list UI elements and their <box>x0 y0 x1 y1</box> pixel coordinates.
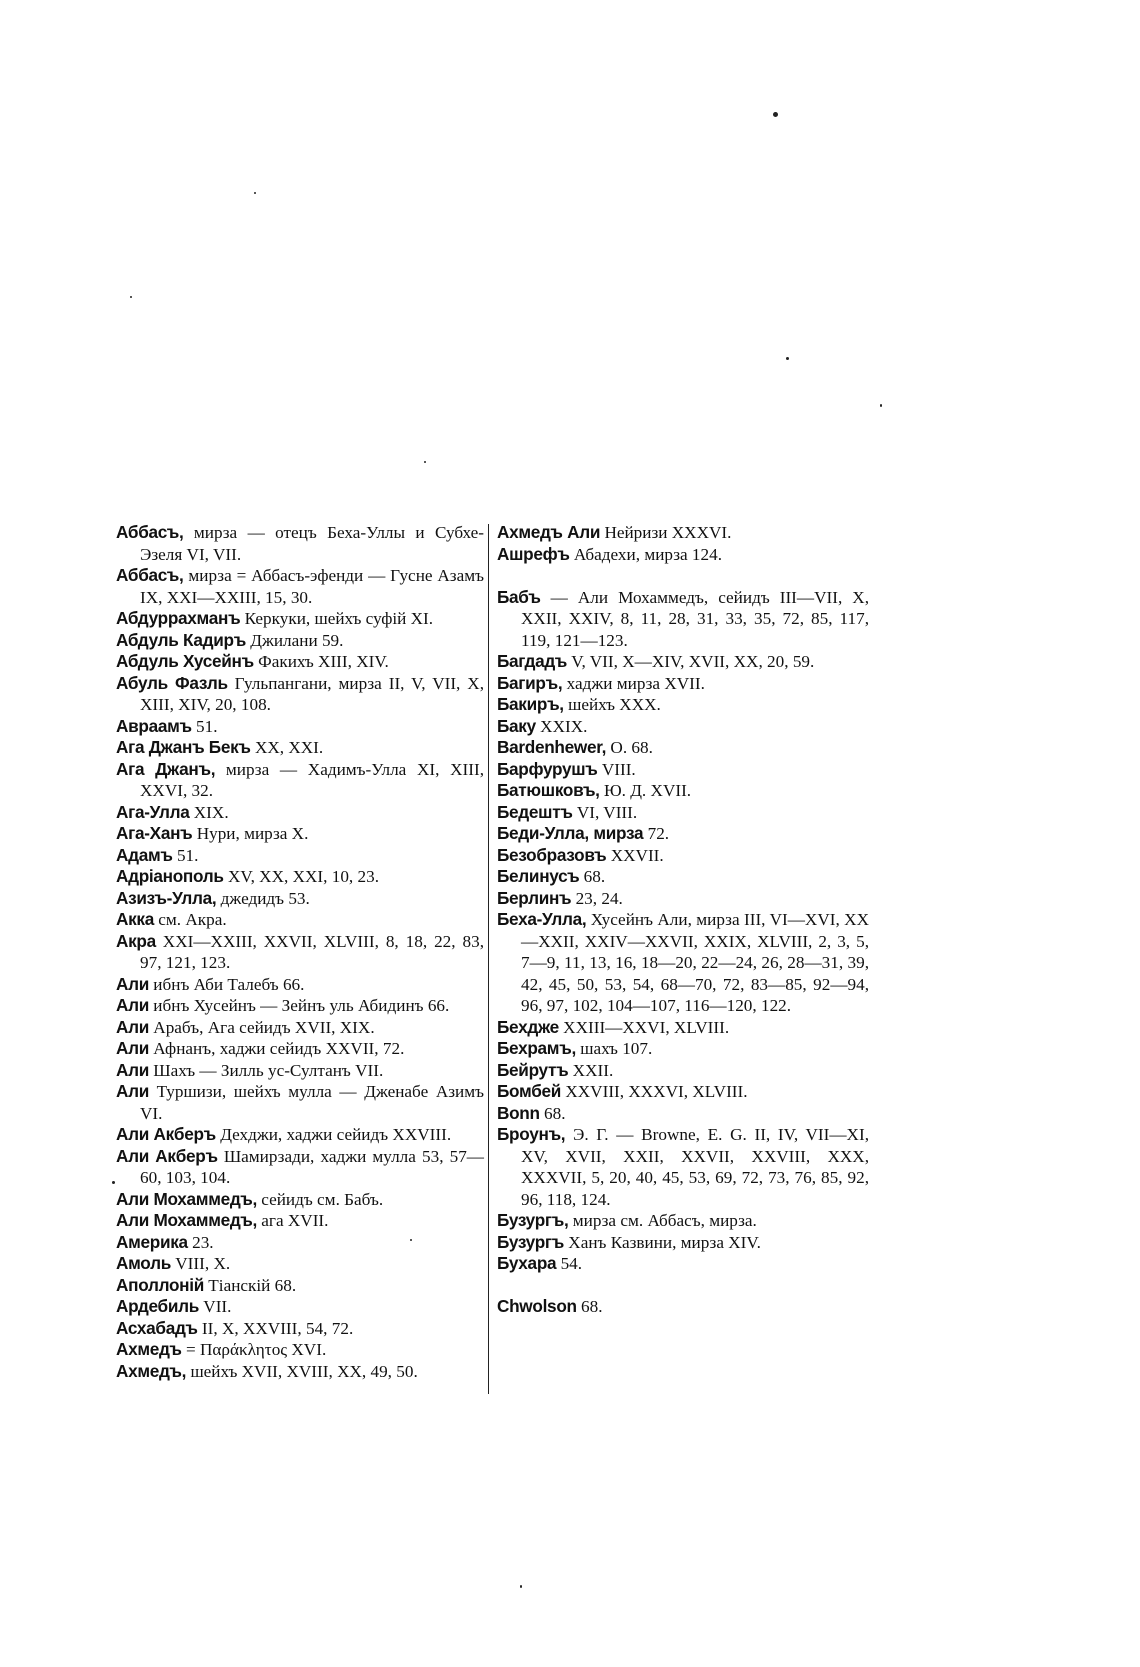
index-entry <box>497 1253 869 1275</box>
scan-speck <box>773 112 778 117</box>
index-entry <box>497 823 869 845</box>
index-headword: Бедештъ <box>497 801 573 822</box>
index-entry <box>116 1296 484 1318</box>
index-entry <box>116 823 484 845</box>
index-headword: Бакиръ, <box>497 694 564 714</box>
index-headword: Ахмедъ <box>116 1339 182 1359</box>
index-entry <box>497 909 869 1017</box>
index-references: 68. <box>539 1103 566 1123</box>
index-references: мирза — отецъ Беха-Уллы и Субхе-Эзеля VI, VII. <box>140 523 484 564</box>
index-references: V, VII, X—XIV, XVII, XX, 20, 59. <box>567 652 815 671</box>
index-headword: Аполлоній <box>116 1274 204 1295</box>
index-headword: Авраамъ <box>116 715 192 736</box>
index-headword: Али <box>116 995 149 1015</box>
index-entry <box>116 522 484 565</box>
scan-speck <box>786 357 789 360</box>
index-references: XX, XXI. <box>250 738 324 757</box>
index-references: 23, 24. <box>571 888 623 908</box>
index-headword: Ага Джанъ, <box>116 758 216 779</box>
index-headword: Бузургъ, <box>497 1210 569 1230</box>
index-entry <box>497 522 869 544</box>
index-headword: Багдадъ <box>497 651 567 671</box>
index-entry <box>497 1296 869 1318</box>
index-headword: Ага Джанъ Бекъ <box>116 737 251 757</box>
index-references: Шамирзади, хаджи мулла 53, 57—60, 103, 104. <box>140 1146 484 1187</box>
index-references: XXI—XXIII, XXVII, XLVIII, 8, 18, 22, 83, 97, 121, 123. <box>140 931 484 972</box>
index-references: Ю. Д. XVII. <box>599 781 692 800</box>
index-entry <box>116 995 484 1017</box>
index-entry <box>116 716 484 738</box>
index-entry <box>116 1361 484 1383</box>
index-headword: Али Мохаммедъ, <box>116 1210 257 1230</box>
index-entry <box>497 888 869 910</box>
index-references: 51. <box>172 845 199 865</box>
index-headword: Азизъ-Улла, <box>116 887 217 908</box>
index-entry <box>116 1318 484 1340</box>
index-entry <box>497 1060 869 1082</box>
index-references: шейхъ XXX. <box>563 695 661 714</box>
index-references: XXVIII, XXXVI, XLVIII. <box>561 1082 748 1101</box>
index-headword: Аббасъ, <box>116 522 184 542</box>
index-headword: Беди-Улла, мирза <box>497 823 644 843</box>
scan-speck <box>254 192 256 194</box>
index-entry <box>497 1232 869 1254</box>
index-headword: Али Мохаммедъ, <box>116 1188 257 1209</box>
index-entry <box>116 1146 484 1189</box>
index-entry <box>497 802 869 824</box>
index-references: XXIX. <box>535 716 588 736</box>
index-headword: Bardenhewer, <box>497 737 607 757</box>
index-entry <box>116 1124 484 1146</box>
index-references: ибнъ Аби Талебъ 66. <box>149 974 305 994</box>
scan-speck <box>520 1585 522 1588</box>
index-headword: Али <box>116 1038 149 1058</box>
index-entry <box>116 759 484 802</box>
index-headword: Адамъ <box>116 844 173 865</box>
index-references: Факихъ XIII, XIV. <box>253 652 389 671</box>
index-headword: Бомбей <box>497 1081 562 1101</box>
index-headword: Баку <box>497 715 536 736</box>
index-entry <box>116 802 484 824</box>
index-entry <box>497 716 869 738</box>
index-headword: Адріанополь <box>116 866 224 886</box>
index-references: мирза — Хадимъ-Улла XI, XIII, XXVI, 32. <box>140 759 484 800</box>
index-references: сейидъ см. Бабъ. <box>256 1189 384 1209</box>
index-headword: Али Акберъ <box>116 1145 218 1166</box>
index-headword: Бейрутъ <box>497 1059 569 1080</box>
index-references: XXII. <box>568 1060 614 1080</box>
index-entry <box>497 587 869 652</box>
index-headword: Абдуррахманъ <box>116 608 241 628</box>
index-entry <box>116 630 484 652</box>
index-entry <box>497 1081 869 1103</box>
index-references: VIII, X. <box>170 1254 231 1273</box>
index-references: Арабъ, Ага сейидъ XVII, XIX. <box>149 1017 375 1037</box>
index-headword: Bonn <box>497 1102 540 1123</box>
index-headword: Бехдже <box>497 1016 559 1037</box>
index-references: 23. <box>187 1232 214 1252</box>
index-references: II, X, XXVIII, 54, 72. <box>197 1318 354 1338</box>
index-headword: Али <box>116 1059 149 1080</box>
index-references: шейхъ XVII, XVIII, XX, 49, 50. <box>186 1361 418 1381</box>
index-references: VI, VIII. <box>572 802 638 822</box>
index-references: Джилани 59. <box>245 630 344 650</box>
index-entry <box>497 1210 869 1232</box>
index-references: мирза = Аббасъ-эфенди — Гусне Азамъ IX, XXI—XXIII, 15, 30. <box>140 566 484 607</box>
index-references: см. Акра. <box>153 910 227 929</box>
index-entry <box>116 565 484 608</box>
index-headword: Америка <box>116 1231 188 1252</box>
index-references: мирза см. Аббасъ, мирза. <box>568 1211 757 1230</box>
index-entry <box>497 544 869 566</box>
index-entry <box>116 931 484 974</box>
scan-speck <box>112 1181 115 1184</box>
index-references: шахъ 107. <box>575 1039 653 1058</box>
index-entry <box>497 1038 869 1060</box>
index-entry <box>116 673 484 716</box>
index-headword: Ашрефъ <box>497 543 570 564</box>
index-entry <box>497 1124 869 1210</box>
column-divider <box>488 524 489 1394</box>
index-headword: Абдуль Кадиръ <box>116 629 246 650</box>
index-references: Тіанскій 68. <box>204 1275 297 1295</box>
index-entry <box>116 1253 484 1275</box>
index-headword: Асхабадъ <box>116 1317 198 1338</box>
index-entry <box>497 866 869 888</box>
index-left-column <box>116 522 484 1382</box>
index-entry <box>116 1038 484 1060</box>
index-entry <box>116 737 484 759</box>
index-headword: Бабъ <box>497 586 541 607</box>
index-references: — Али Мохаммедъ, сейидъ III—VII, X, XXII, XXIV, 8, 11, 28, 31, 33, 35, 72, 85, 117, 119, 121—123. <box>521 587 869 650</box>
index-headword: Барфурушъ <box>497 758 598 779</box>
index-references: Э. Г. — Browne, E. G. II, IV, VII—XI, XV, XVII, XXII, XXVII, XXVIII, XXX, XXXVII, 5, 20, 40, 45, 53, 69, 72, 73, 76, 85, 92, 96, 118, 124. <box>521 1125 869 1209</box>
index-headword: Абуль Фазль <box>116 672 228 693</box>
index-entry <box>497 780 869 802</box>
index-references: 68. <box>576 1297 603 1316</box>
index-entry <box>497 1017 869 1039</box>
index-references: 68. <box>579 867 606 886</box>
index-headword: Бехрамъ, <box>497 1038 576 1058</box>
index-headword: Али Акберъ <box>116 1124 216 1144</box>
index-headword: Амоль <box>116 1253 171 1273</box>
index-references: Афнанъ, хаджи сейидъ XXVII, 72. <box>149 1039 405 1058</box>
index-headword: Ага-Улла <box>116 801 190 822</box>
index-headword: Али <box>116 973 149 994</box>
index-references: джедидъ 53. <box>216 888 310 908</box>
index-headword: Ардебиль <box>116 1296 199 1316</box>
index-entry <box>497 737 869 759</box>
index-headword: Ахмедъ Али <box>497 522 601 542</box>
index-headword: Али <box>116 1016 149 1037</box>
index-headword: Абдуль Хусейнъ <box>116 651 254 671</box>
index-references: Ханъ Казвини, мирза XIV. <box>564 1232 761 1252</box>
index-entry <box>116 1189 484 1211</box>
index-entry <box>116 1275 484 1297</box>
index-references: Нури, мирза X. <box>192 824 309 843</box>
index-references: ага XVII. <box>256 1211 329 1230</box>
index-headword: Chwolson <box>497 1296 577 1316</box>
index-headword: Ага-Ханъ <box>116 823 193 843</box>
index-entry <box>497 1103 869 1125</box>
index-entry <box>116 1232 484 1254</box>
index-entry <box>497 651 869 673</box>
scan-speck <box>130 296 132 298</box>
index-references: O. 68. <box>606 738 653 757</box>
index-headword: Али <box>116 1081 149 1101</box>
index-references: 54. <box>556 1254 583 1273</box>
index-entry <box>116 651 484 673</box>
index-headword: Безобразовъ <box>497 844 607 865</box>
index-entry <box>497 759 869 781</box>
index-entry <box>116 888 484 910</box>
index-entry <box>116 909 484 931</box>
index-headword: Берлинъ <box>497 887 572 908</box>
index-references: Керкуки, шейхъ суфій XI. <box>240 609 434 628</box>
index-references: 51. <box>191 716 218 736</box>
index-headword: Бухара <box>497 1253 557 1273</box>
index-references: VII. <box>199 1297 232 1316</box>
index-references: XXIII—XXVI, XLVIII. <box>558 1017 730 1037</box>
index-headword: Акра <box>116 930 156 951</box>
scan-speck <box>424 461 426 463</box>
name-index <box>116 522 876 1412</box>
index-headword: Бузургъ <box>497 1231 564 1252</box>
index-entry <box>116 1339 484 1361</box>
index-references: XXVII. <box>606 845 664 865</box>
index-headword: Батюшковъ, <box>497 780 600 800</box>
index-headword: Аббасъ, <box>116 565 184 585</box>
scan-speck <box>880 404 882 407</box>
index-references: Гульпангани, мирза II, V, VII, X, XIII, XIV, 20, 108. <box>140 673 484 714</box>
index-references: Шахъ — Зилль ус-Султанъ VII. <box>149 1060 384 1080</box>
index-entry <box>116 608 484 630</box>
index-entry <box>497 673 869 695</box>
index-references: Дехджи, хаджи сейидъ XXVIII. <box>215 1125 452 1144</box>
index-entry <box>116 866 484 888</box>
index-entry <box>116 1210 484 1232</box>
index-headword: Беха-Улла, <box>497 909 587 929</box>
index-headword: Багиръ, <box>497 672 563 693</box>
index-headword: Акка <box>116 909 154 929</box>
index-references: XIX. <box>189 802 229 822</box>
index-headword: Броунъ, <box>497 1124 566 1144</box>
index-references: Нейризи XXXVI. <box>600 523 732 542</box>
index-references: ибнъ Хусейнъ — Зейнъ уль Абидинъ 66. <box>149 996 450 1015</box>
index-references: Абадехи, мирза 124. <box>569 544 722 564</box>
index-entry <box>116 1081 484 1124</box>
index-references: хаджи мирза XVII. <box>562 673 705 693</box>
index-references: XV, XX, XXI, 10, 23. <box>223 867 379 886</box>
index-references: 72. <box>643 824 670 843</box>
index-entry <box>116 1017 484 1039</box>
index-references: VIII. <box>597 759 636 779</box>
index-entry <box>497 694 869 716</box>
index-references: Туршизи, шейхъ мулла — Дженабе Азимъ VI. <box>140 1082 484 1123</box>
index-entry <box>497 845 869 867</box>
index-headword: Ахмедъ, <box>116 1360 187 1381</box>
index-headword: Белинусъ <box>497 866 580 886</box>
index-right-column <box>497 522 869 1318</box>
index-references: Хусейнъ Али, мирза III, VI—XVI, XX—XXII, XXIV—XXVII, XXIX, XLVIII, 2, 3, 5, 7—9, 11, 13, 16, 18—20, 22—24, 26, 28—31, 39, 42, 45, 50, 53, 54, 68—70, 72, 83—85, 92—94, 96, 97, 102, 104—107, 116—120, 122. <box>521 910 869 1015</box>
index-entry <box>116 845 484 867</box>
index-references: = Παράκλητος XVI. <box>181 1340 327 1359</box>
index-entry <box>116 1060 484 1082</box>
index-entry <box>116 974 484 996</box>
